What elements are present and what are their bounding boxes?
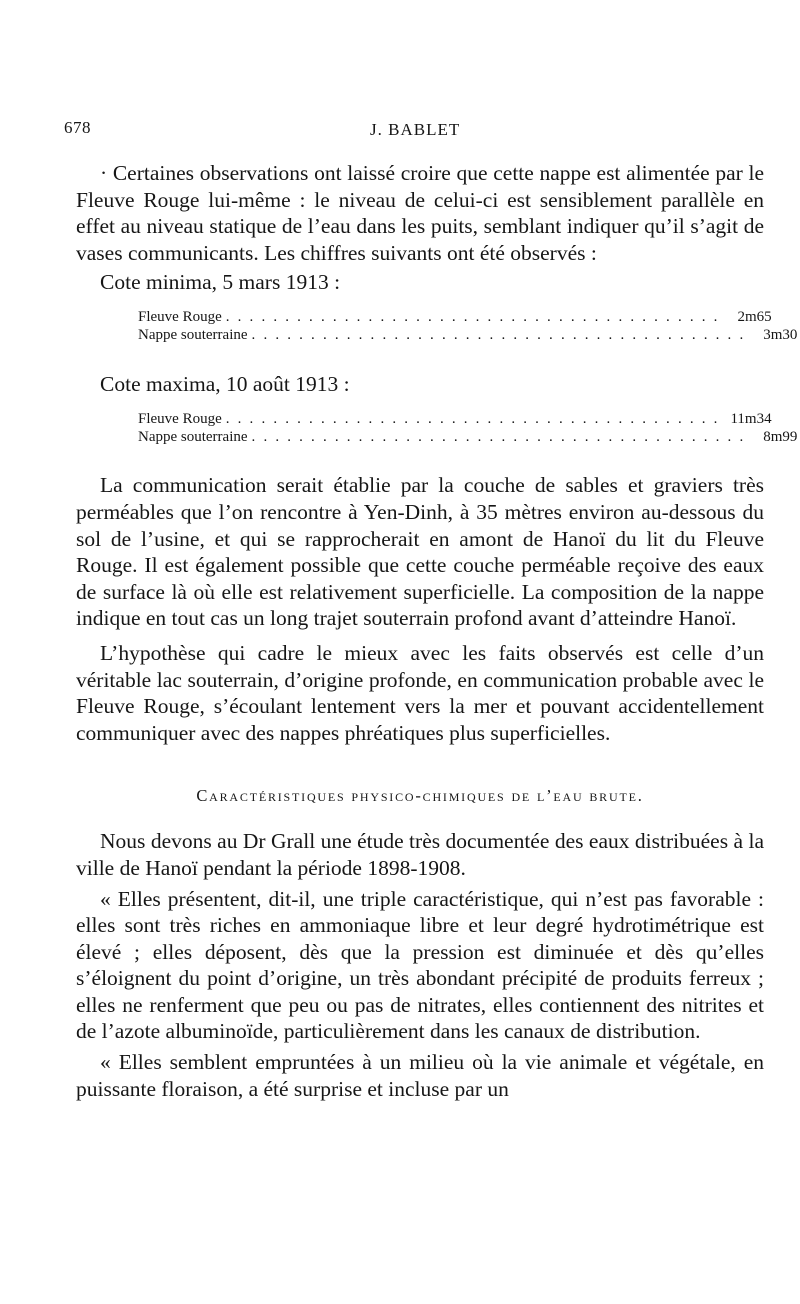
page-header xyxy=(0,118,800,148)
row-value: 11m34 xyxy=(730,411,772,428)
row-label: Fleuve Rouge xyxy=(138,411,222,428)
leader-dots: . . . . . . . . . . . . . . . . . . . . . . . . . . . . . . . . . . . . . . . . . . xyxy=(251,327,746,344)
table-row xyxy=(138,326,798,344)
page-number: 678 xyxy=(64,118,91,137)
page-body xyxy=(76,160,798,1102)
row-label: Nappe souterraine xyxy=(138,429,248,446)
table-row xyxy=(138,410,772,428)
table-row xyxy=(138,308,772,326)
paragraph-1: · Certaines observations ont laissé croire que cette nappe est alimentée par le Fleuve Rouge lui-même : le niveau de celui-ci est sensiblement parallèle en effet au niveau statique de l’eau dans les puits, semblant indiquer qu’il s’agit de vases communicants. Les chiffres suivants ont été observés : xyxy=(76,161,764,265)
maxima-table xyxy=(138,410,798,446)
leader-dots: . . . . . . . . . . . . . . . . . . . . . . . . . . . . . . . . . . . . . . . . . . xyxy=(225,309,720,326)
row-value: 2m65 xyxy=(737,309,772,326)
cote-maxima-heading: Cote maxima, 10 août 1913 : xyxy=(100,372,350,397)
cote-minima-heading: Cote minima, 5 mars 1913 : xyxy=(100,270,341,295)
row-label: Nappe souterraine xyxy=(138,327,248,344)
leader-dots: . . . . . . . . . . . . . . . . . . . . . . . . . . . . . . . . . . . . . . . . . . xyxy=(251,429,746,446)
row-label: Fleuve Rouge xyxy=(138,309,222,326)
table-row xyxy=(138,428,798,446)
running-title: J. BABLET xyxy=(370,120,461,139)
minima-table xyxy=(138,308,798,344)
paragraph-3: L’hypothèse qui cadre le mieux avec les faits observés est celle d’un véritable lac souterrain, d’origine profonde, en communication probable avec le Fleuve Rouge, s’écoulant lentement vers la mer et pouvant accidentellement communiquer avec des nappes phréatiques plus superficielles. xyxy=(76,640,764,745)
paragraph-2: La communication serait établie par la couche de sables et graviers très perméables que l’on rencontre à Yen-Dinh, à 35 mètres environ au-dessous du sol de l’usine, et qui se rapprocherait en amont de Hanoï du lit du Fleuve Rouge. Il est également possible que cette couche perméable reçoive des eaux de surface là où elle est relativement superficielle. La composition de la nappe indique en tout cas un long trajet souterrain profond avant d’atteindre Hanoï. xyxy=(76,473,764,631)
leader-dots: . . . . . . . . . . . . . . . . . . . . . . . . . . . . . . . . . . . . . . . . . . xyxy=(225,411,720,428)
row-value: 3m30 xyxy=(763,327,798,344)
paragraph-5: « Elles présentent, dit-il, une triple caractéristique, qui n’est pas favorable : elles sont très riches en ammoniaque libre et leur degré hydrotimétrique est élevé ; elles déposent, dès que la pression est diminuée et dès qu’elles s’éloignent du point d’origine, un très abondant précipité de produits ferreux ; elles ne renferment que peu ou pas de nitrates, elles contiennent des nitrites et de l’azote albuminoïde, particulièrement dans les canaux de distribution. xyxy=(76,886,764,1044)
paragraph-4: Nous devons au Dr Grall une étude très documentée des eaux distribuées à la ville de Hanoï pendant la période 1898-1908. xyxy=(76,829,764,880)
paragraph-6: « Elles semblent empruntées à un milieu où la vie animale et végétale, en puissante floraison, a été surprise et incluse par un xyxy=(76,1050,764,1101)
section-title: Caractéristiques physico-chimiques de l’eau brute. xyxy=(196,786,644,806)
row-value: 8m99 xyxy=(763,429,798,446)
